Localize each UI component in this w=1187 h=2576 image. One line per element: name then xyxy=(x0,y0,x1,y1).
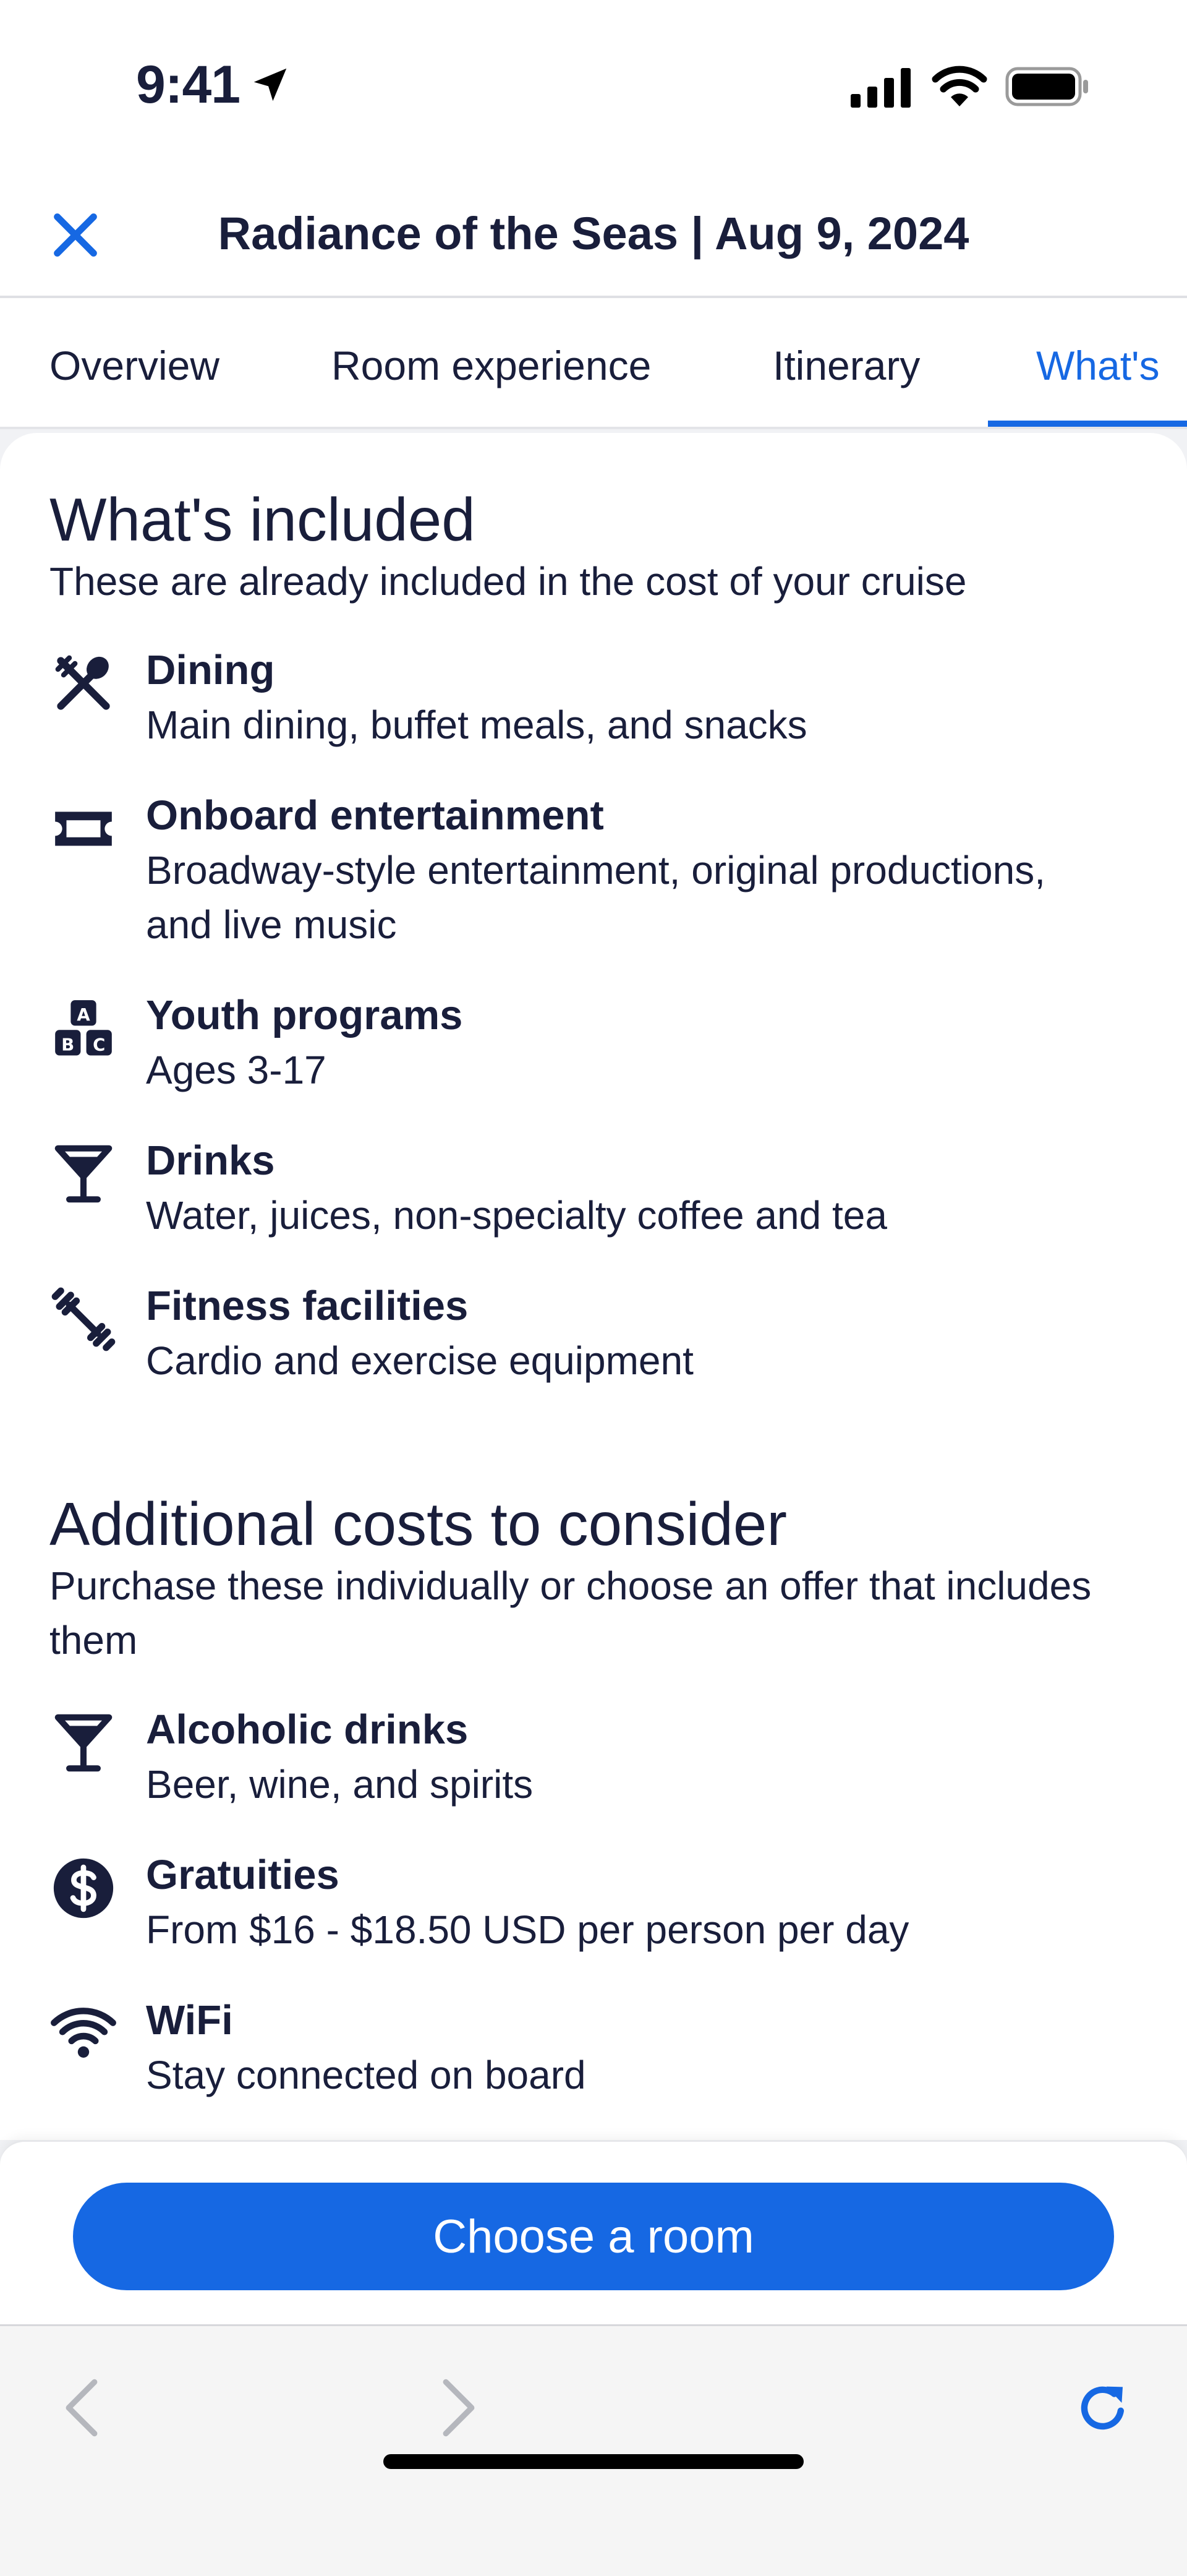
item-title: Youth programs xyxy=(146,992,463,1038)
item-title: WiFi xyxy=(146,1997,233,2043)
item-description: Beer, wine, and spirits xyxy=(146,1762,534,1807)
ticket-icon xyxy=(49,795,117,863)
svg-text:B: B xyxy=(61,1035,75,1055)
browser-toolbar xyxy=(0,2324,1187,2576)
location-arrow-icon xyxy=(249,63,292,106)
active-tab-indicator xyxy=(988,421,1187,427)
additional-subtitle: Purchase these individually or choose an offer that includes them xyxy=(49,1564,1092,1662)
close-icon xyxy=(48,208,103,262)
additional-title: Additional costs to consider xyxy=(49,1490,787,1558)
refresh-icon xyxy=(1073,2378,1133,2437)
item-description: Cardio and exercise equipment xyxy=(146,1338,694,1383)
chevron-right-icon xyxy=(437,2377,480,2439)
item-description: From $16 - $18.50 USD per person per day xyxy=(146,1907,909,1952)
included-subtitle: These are already included in the cost of your cruise xyxy=(49,559,967,604)
svg-text:C: C xyxy=(93,1035,106,1055)
item-title: Gratuities xyxy=(146,1852,339,1898)
close-button[interactable] xyxy=(43,203,108,267)
item-title: Alcoholic drinks xyxy=(146,1706,469,1753)
footer-cta-bar xyxy=(0,2140,1187,2326)
tab-itinerary[interactable]: Itinerary xyxy=(773,343,921,388)
tab-bar xyxy=(0,298,1187,429)
cocktail-icon xyxy=(49,1140,117,1208)
page-title: Radiance of the Seas | Aug 9, 2024 xyxy=(218,208,969,259)
reload-button[interactable] xyxy=(1066,2371,1140,2445)
item-title: Drinks xyxy=(146,1137,275,1184)
chevron-left-icon xyxy=(60,2377,103,2439)
tab-whats-included[interactable]: What's xyxy=(1036,343,1160,388)
item-title: Onboard entertainment xyxy=(146,792,604,839)
item-description: Stay connected on board xyxy=(146,2053,586,2097)
item-description: Ages 3-17 xyxy=(146,1048,326,1092)
wifi-icon xyxy=(49,2000,117,2068)
included-title: What's included xyxy=(49,486,475,554)
choose-room-button[interactable]: Choose a room xyxy=(73,2183,1114,2290)
tab-room-experience[interactable]: Room experience xyxy=(331,343,652,388)
item-title: Fitness facilities xyxy=(146,1283,469,1329)
battery-icon xyxy=(1005,67,1089,106)
dollar-icon xyxy=(49,1854,117,1922)
utensils-icon xyxy=(49,649,117,717)
cellular-signal-icon xyxy=(851,67,913,108)
dumbbell-icon xyxy=(49,1285,117,1353)
blocks-icon xyxy=(49,995,117,1063)
tab-overview[interactable]: Overview xyxy=(49,343,220,388)
svg-text:A: A xyxy=(77,1005,90,1025)
home-indicator xyxy=(383,2454,804,2469)
status-bar xyxy=(0,0,1187,167)
back-button[interactable] xyxy=(45,2371,119,2445)
item-description: Main dining, buffet meals, and snacks xyxy=(146,703,807,747)
item-title: Dining xyxy=(146,647,275,693)
page-header xyxy=(0,167,1187,298)
wifi-status-icon xyxy=(931,63,988,108)
content-card xyxy=(0,433,1187,2140)
item-description: Broadway-style entertainment, original productions, and live music xyxy=(146,848,1045,947)
item-description: Water, juices, non-specialty coffee and tea xyxy=(146,1193,887,1238)
forward-button[interactable] xyxy=(422,2371,496,2445)
cocktail-icon xyxy=(49,1709,117,1777)
status-time: 9:41 xyxy=(136,55,240,114)
